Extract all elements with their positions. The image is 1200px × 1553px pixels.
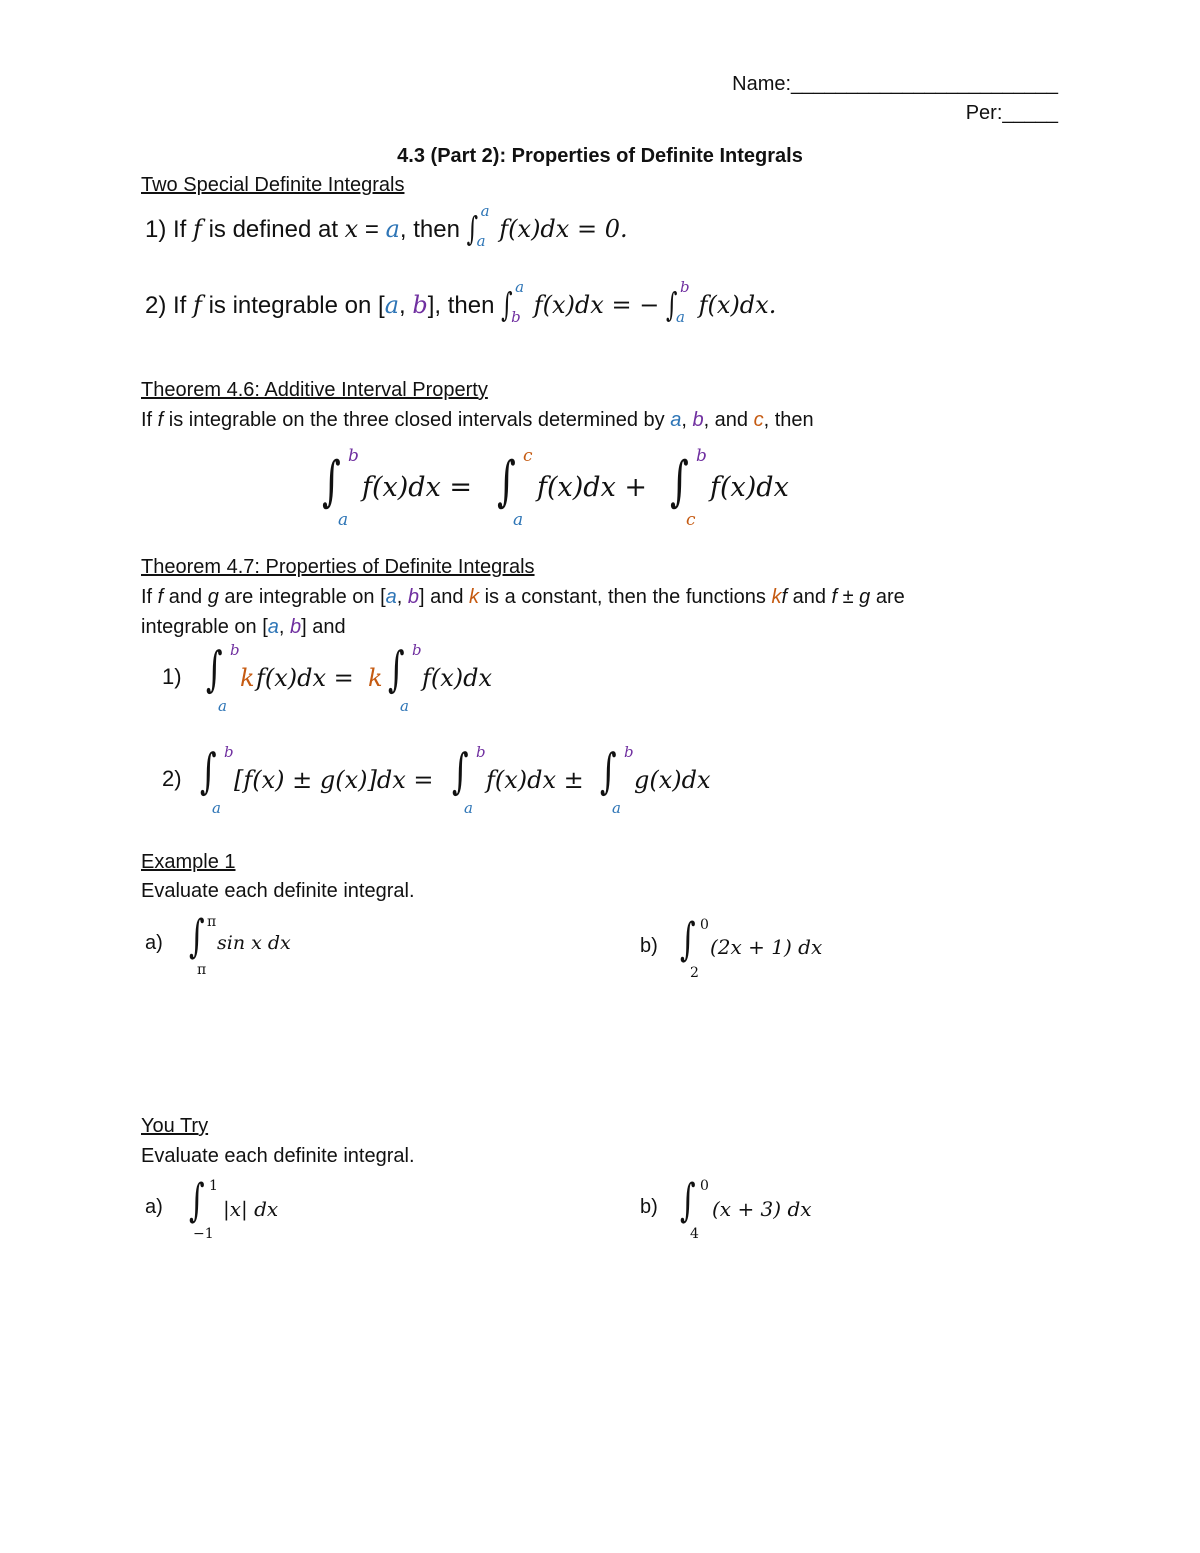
you-try-part-b: b) ∫ 0 4 (x + 3) dx [640,1175,812,1242]
section-heading-you-try: You Try [141,1115,209,1137]
integral-sign: ∫ [497,451,516,513]
thm47-statement-line1: If f and g are integrable on [a, b] and k is a constant, then the functions kf and f ± g are [141,586,905,608]
thm47-statement-line2: integrable on [a, b] and [141,616,346,638]
integral-sign: ∫ [452,742,469,800]
integral-sign: ∫ a a [466,202,490,250]
integral-sign: ∫ [680,914,696,967]
example1-part-a: a) ∫ π π sin x dx [145,911,291,978]
name-field-label: Name:________________________ [732,73,1058,95]
special-property-1: 1) If f is defined at x = a, then ∫ a a f(x)dx = 0. [145,202,628,250]
integral-sign: ∫ [600,742,617,800]
you-try-part-a: a) ∫ 1 −1 |x| dx [145,1175,279,1242]
integral-sign: ∫ b a [665,278,690,326]
section-heading-thm46: Theorem 4.6: Additive Interval Property [141,379,488,401]
special-property-2: 2) If f is integrable on [a, b], then ∫ a b f(x)dx = − ∫ b a f(x)dx. [145,278,777,326]
integral-sign: ∫ [322,451,341,513]
integral-sign: ∫ [206,640,223,698]
thm46-statement: If f is integrable on the three closed intervals determined by a, b, and c, then [141,409,814,431]
integral-sign: ∫ [670,451,689,513]
integral-sign: ∫ [388,640,405,698]
integral-sign: ∫ [680,1175,696,1228]
thm47-property-2: 2) ∫ b a [f(x) ± g(x)]dx = ∫ b a f(x)dx ± ∫ b a g(x)dx [162,742,711,817]
section-heading-special: Two Special Definite Integrals [141,174,405,196]
section-heading-example1: Example 1 [141,851,236,873]
you-try-instruction: Evaluate each definite integral. [141,1145,415,1167]
period-field-label: Per:_____ [965,102,1058,124]
integral-sign: ∫ [200,742,217,800]
integral-sign: ∫ [189,1175,205,1228]
example1-instruction: Evaluate each definite integral. [141,880,415,902]
integral-sign: ∫ [189,911,205,964]
additive-interval-formula: ∫ b a f(x)dx = ∫ c a f(x)dx + ∫ b c f(x)dx [322,446,789,530]
thm47-property-1: 1) ∫ b a k f(x)dx = k ∫ b a f(x)dx [162,640,493,715]
page-title: 4.3 (Part 2): Properties of Definite Integrals [397,145,803,167]
section-heading-thm47: Theorem 4.7: Properties of Definite Integrals [141,556,535,578]
example1-part-b: b) ∫ 0 2 (2x + 1) dx [640,914,823,981]
integral-sign: ∫ a b [501,278,525,326]
